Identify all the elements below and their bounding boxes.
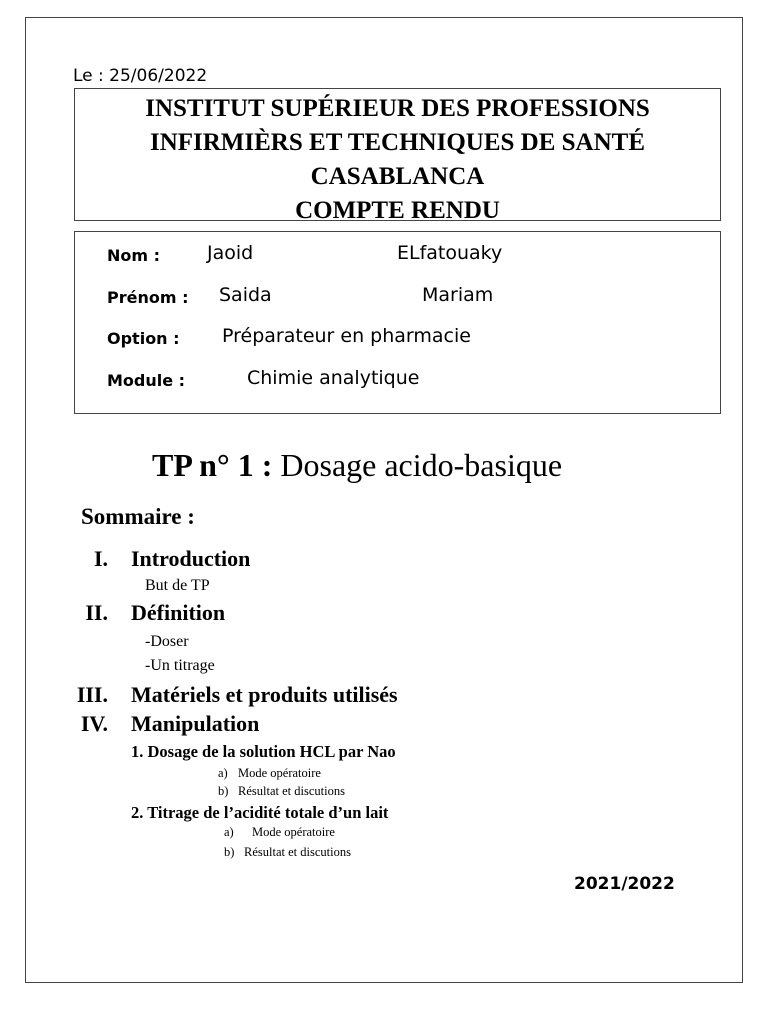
nom-label: Nom :	[107, 246, 161, 265]
step-1-item-a-text: Mode opératoire	[238, 766, 321, 780]
manipulation-step-1: 1. Dosage de la solution HCL par Nao	[131, 742, 396, 761]
step-1-item-b-text: Résultat et discutions	[238, 784, 345, 798]
institute-line-2: INFIRMIÈRS ET TECHNIQUES DE SANTÉ	[149, 129, 646, 156]
manipulation-step-2: 2. Titrage de l’acidité totale d’un lait	[131, 803, 389, 822]
step-2-item-a	[224, 825, 335, 840]
tp-subject: Dosage acido-basique	[272, 447, 563, 483]
step-1-item-a	[218, 766, 321, 781]
report-label: COMPTE RENDU	[295, 197, 500, 221]
section-4-number: IV.	[80, 711, 108, 736]
document-date: Le : 25/06/2022	[73, 66, 208, 86]
section-2-sub-2: -Un titrage	[145, 657, 215, 674]
summary-heading: Sommaire :	[81, 504, 195, 529]
student-info-box	[74, 231, 721, 414]
option-label: Option :	[107, 329, 180, 348]
option-value: Préparateur en pharmacie	[222, 325, 471, 347]
institute-title-box	[74, 88, 721, 221]
module-label: Module :	[107, 371, 186, 390]
prenom-label: Prénom :	[107, 288, 189, 307]
academic-year: 2021/2022	[574, 874, 675, 894]
nom-value-1: Jaoid	[207, 242, 254, 264]
section-2-sub-1: -Doser	[145, 633, 189, 650]
section-2-number: II.	[85, 600, 108, 625]
step-2-item-b-text: Résultat et discutions	[244, 845, 351, 859]
section-4-label: Manipulation	[131, 711, 260, 736]
tp-number: TP n° 1 :	[152, 447, 273, 483]
section-2-label: Définition	[131, 600, 226, 625]
section-3-number: III.	[76, 682, 108, 707]
step-1-item-b	[218, 784, 345, 799]
step-1-item-a-marker: a)	[218, 766, 228, 780]
section-1-number: I.	[93, 546, 108, 571]
nom-value-2: ELfatouaky	[397, 242, 503, 264]
step-2-item-a-text: Mode opératoire	[252, 825, 335, 839]
section-1-sub-1: But de TP	[145, 577, 210, 594]
prenom-value-1: Saida	[219, 284, 272, 306]
institute-line-1: INSTITUT SUPÉRIEUR DES PROFESSIONS	[145, 95, 650, 122]
section-3-label: Matériels et produits utilisés	[131, 682, 398, 707]
step-2-item-b-marker: b)	[224, 845, 235, 859]
step-2-item-a-marker: a)	[224, 825, 234, 839]
section-1-label: Introduction	[131, 546, 251, 571]
tp-title	[152, 447, 562, 484]
step-2-item-b	[224, 845, 351, 860]
prenom-value-2: Mariam	[422, 284, 494, 306]
step-1-item-b-marker: b)	[218, 784, 229, 798]
institute-line-3: CASABLANCA	[310, 163, 485, 190]
module-value: Chimie analytique	[247, 367, 420, 389]
